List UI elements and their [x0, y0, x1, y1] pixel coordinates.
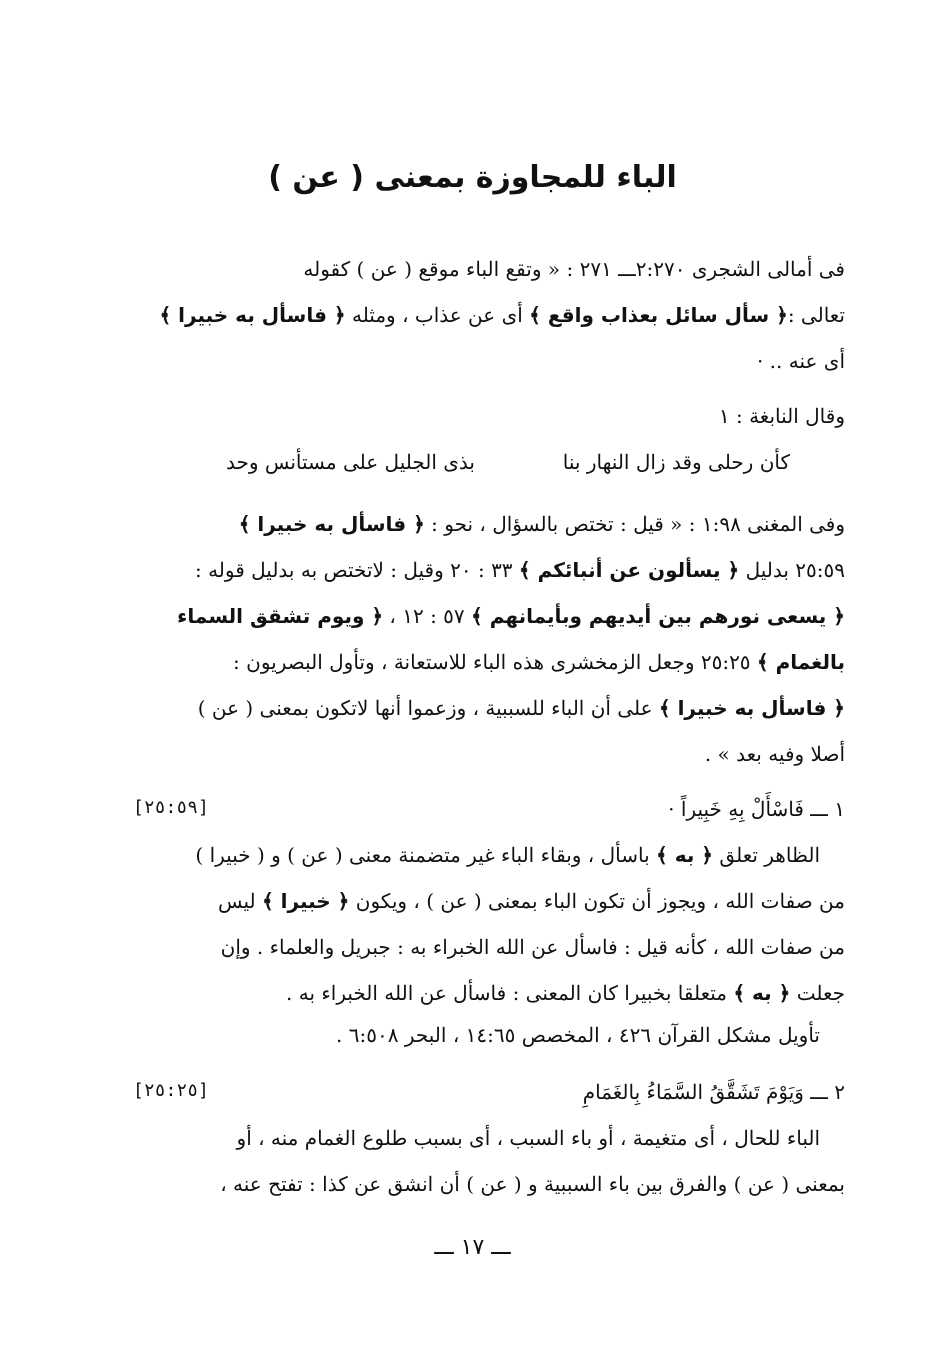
quran-quote: ﴿ فاسأل به خبيرا ﴾	[238, 512, 425, 536]
verse-heading: ١ ـــ فَاسْأَلْ بِهِ خَبِيراً ·	[668, 797, 845, 821]
quran-quote: ﴿ سأل سائل بعذاب واقع ﴾	[529, 303, 788, 327]
text-segment: متعلقا بخبيرا كان المعنى : فاسأل عن الله الخبراء به .	[286, 981, 734, 1005]
text-segment: أصلا وفيه بعد » .	[704, 742, 845, 766]
text-segment: تأويل مشكل القرآن ٤٢٦ ، المخصص ١٤:٦٥ ، البحر ٦:٥٠٨ .	[336, 1023, 820, 1047]
text-line	[133, 592, 845, 640]
text-segment: على أن الباء للسببية ، وزعموا أنها لاتكون بمعنى ( عن )	[197, 696, 659, 720]
quran-quote: ﴿ خبيرا ﴾	[262, 889, 350, 913]
paragraph-mughni	[133, 500, 845, 790]
text-segment: باسأل ، وبقاء الباء غير متضمنة معنى ( عن ) و ( خبيرا )	[195, 843, 657, 867]
text-segment: جعلت	[790, 981, 845, 1005]
text-segment: ٢٥:٢٥ وجعل الزمخشرى هذه الباء للاستعانة ، وتأول البصريون :	[233, 650, 757, 674]
poem-hemistich-2: بذى الجليل على مستأنس وحد	[225, 450, 475, 474]
quran-quote: ﴿ فاسأل به خبيرا ﴾	[658, 696, 845, 720]
text-line	[133, 684, 845, 732]
text-line	[133, 1114, 845, 1162]
poet-intro	[133, 392, 845, 440]
text-segment: فى أمالى الشجرى ٢:٢٧٠ـــ ٢٧١ : « وتقع الباء موقع ( عن ) كقوله	[303, 257, 845, 281]
verse-reference: [٢٥:٢٥]	[133, 1080, 209, 1101]
quran-quote: ﴿ ويوم تشقق السماء	[177, 604, 384, 628]
verse-item-2	[133, 1068, 845, 1218]
text-segment: أى عن عذاب ، ومثله	[345, 303, 530, 327]
text-segment: بمعنى ( عن ) والفرق بين باء السببية و ( عن ) أن انشق عن كذا : تفتح عنه ،	[220, 1172, 845, 1196]
text-line	[133, 546, 845, 594]
poet-intro-text: وقال النابغة : ١	[718, 404, 845, 428]
text-line	[133, 638, 845, 686]
text-segment: ٣٣ : ٢٠ وقيل : لاتختص به بدليل قوله :	[194, 558, 519, 582]
text-line	[133, 337, 845, 385]
text-line	[133, 831, 845, 879]
quran-quote: ﴿ فاسأل به خبيرا ﴾	[159, 303, 346, 327]
text-segment: من صفات الله ، ويجوز أن تكون الباء بمعنى ( عن ) ، ويكون	[349, 889, 845, 913]
text-line	[133, 730, 845, 778]
text-line	[133, 245, 845, 293]
quran-quote: بالغمام ﴾	[756, 650, 845, 674]
text-segment: ٥٧ : ١٢ ،	[383, 604, 472, 628]
text-segment: الباء للحال ، أى متغيمة ، أو باء السبب ، أى بسبب طلوع الغمام منه ، أو	[236, 1126, 820, 1150]
paragraph-amali	[133, 245, 845, 395]
poem-hemistich-1: كأن رحلى وقد زال النهار بنا	[562, 450, 790, 474]
quran-quote: ﴿ به ﴾	[733, 981, 791, 1005]
text-segment: الظاهر تعلق	[713, 843, 820, 867]
text-line	[133, 291, 845, 339]
quran-quote: ﴿ به ﴾	[656, 843, 714, 867]
text-line	[133, 1160, 845, 1208]
text-segment: أى عنه .. ·	[756, 349, 845, 373]
text-line	[133, 877, 845, 925]
quran-quote: ﴿ يسألون عن أنبائكم ﴾	[518, 558, 740, 582]
text-segment: وفى المغنى ١:٩٨ : « قيل : تختص بالسؤال ، نحو :	[424, 512, 845, 536]
verse-item-1	[133, 785, 845, 1045]
verse-heading: ٢ ـــ وَيَوْمَ تَشَقَّقُ السَّمَاءُ بِالغَمَامِ	[582, 1080, 845, 1104]
text-segment: من صفات الله ، كأنه قيل : فاسأل عن الله الخبراء به : جبريل والعلماء . وإن	[220, 935, 845, 959]
source-citation	[133, 1011, 845, 1059]
text-segment: تعالى :	[787, 303, 845, 327]
quran-quote: ﴿ يسعى نورهم بين أيديهم وبأيمانهم ﴾	[471, 604, 845, 628]
page-number: ـــ ١٧ ـــ	[434, 1235, 511, 1260]
text-segment: ليس	[218, 889, 262, 913]
text-segment: ٢٥:٥٩ بدليل	[739, 558, 845, 582]
text-line	[133, 969, 845, 1017]
text-line	[133, 923, 845, 971]
verse-reference: [٢٥:٥٩]	[133, 797, 209, 818]
text-line	[133, 500, 845, 548]
page-title: الباء للمجاوزة بمعنى ( عن )	[268, 160, 677, 195]
